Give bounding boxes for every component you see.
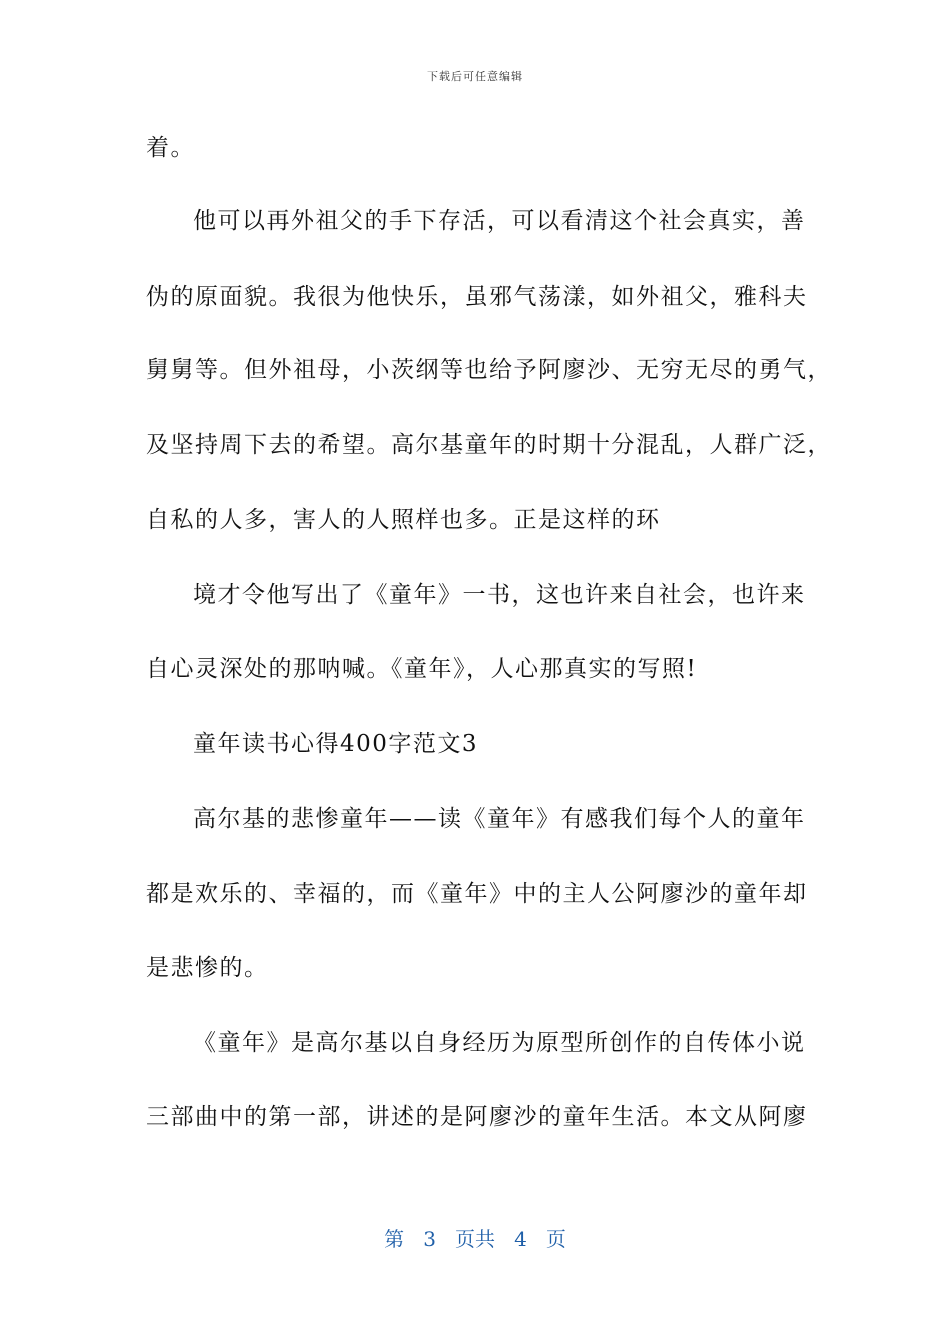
text-line: 自私的人多，害人的人照样也多。正是这样的环 [146,507,661,533]
page-header: 下载后可任意编辑 [427,70,523,83]
text-line: 他可以再外祖父的手下存活，可以看清这个社会真实，善 [193,208,806,234]
page-footer [0,1225,950,1253]
text-line: 着。 [146,135,195,161]
text-line: 舅舅等。但外祖母，小茨纲等也给予阿廖沙、无穷无尽的勇气， [146,357,832,383]
footer-middle: 页共 [455,1227,495,1251]
footer-page-number: 3 [423,1227,436,1251]
section-heading: 童年读书心得400字范文3 [193,731,479,757]
text-line: 及坚持周下去的希望。高尔基童年的时期十分混乱，人群广泛， [146,432,832,458]
footer-prefix: 第 [384,1227,405,1251]
text-line: 是悲惨的。 [146,955,269,981]
text-line: 自心灵深处的那呐喊。《童年》，人心那真实的写照! [146,656,698,682]
footer-total-pages: 4 [514,1227,527,1251]
text-line: 境才令他写出了《童年》一书，这也许来自社会，也许来 [193,582,806,608]
text-line: 三部曲中的第一部，讲述的是阿廖沙的童年生活。本文从阿廖 [146,1104,808,1130]
text-line: 《童年》是高尔基以自身经历为原型所创作的自传体小说 [193,1030,806,1056]
text-line: 都是欢乐的、幸福的，而《童年》中的主人公阿廖沙的童年却 [146,881,808,907]
text-line: 高尔基的悲惨童年——读《童年》有感我们每个人的童年 [193,806,806,832]
footer-suffix: 页 [545,1227,566,1251]
text-line: 伪的原面貌。我很为他快乐，虽邪气荡漾，如外祖父，雅科夫 [146,284,808,310]
